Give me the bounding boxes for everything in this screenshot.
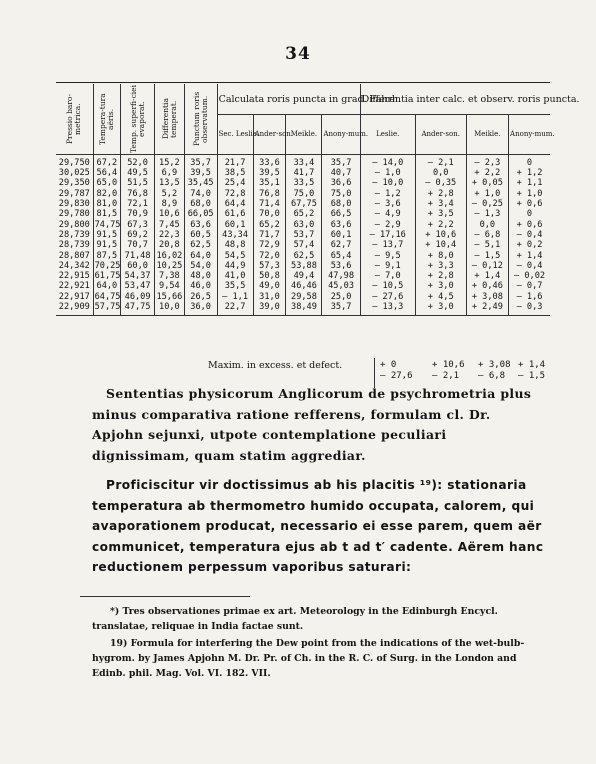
table-cell: + 4,5 bbox=[415, 292, 466, 302]
col-header: Tempera-tura aëris. bbox=[93, 84, 121, 155]
table-cell: — 7,0 bbox=[360, 271, 415, 281]
table-cell: + 10,6 bbox=[415, 230, 466, 240]
table-cell: 43,34 bbox=[217, 230, 253, 240]
table-cell: 54,0 bbox=[184, 261, 217, 271]
table-cell: 35,45 bbox=[184, 179, 217, 189]
table-cell: + 2,2 bbox=[415, 220, 466, 230]
table-cell: 24,342 bbox=[56, 261, 93, 271]
col-header: Pressio baro-metrica. bbox=[56, 84, 93, 155]
table-cell: — 0,02 bbox=[514, 271, 546, 282]
table-cell: + 1,4 bbox=[466, 271, 508, 281]
table-cell: 64,75 bbox=[94, 291, 121, 302]
table-row bbox=[56, 282, 550, 292]
table-cell: 5,2 bbox=[155, 189, 185, 199]
table-cell: — 10,5 bbox=[360, 282, 415, 292]
table-cell: 36,6 bbox=[322, 179, 360, 189]
table-cell: 0,0 bbox=[466, 220, 508, 230]
table-cell: — 0,3 bbox=[509, 302, 550, 316]
table-cell: 9,54 bbox=[155, 282, 185, 292]
table-cell: — 0,7 bbox=[516, 281, 543, 292]
table-cell: + 1,0 bbox=[466, 189, 508, 199]
table-cell: 60,1 bbox=[217, 220, 253, 230]
table-cell: 49,0 bbox=[253, 282, 286, 292]
table-cell: + 3,3 bbox=[415, 261, 466, 271]
table-cell: + 0,6 bbox=[516, 219, 543, 230]
table-cell: 51,5 bbox=[121, 179, 155, 189]
table-cell: 91,5 bbox=[93, 230, 121, 240]
table-cell: — 2,3 bbox=[466, 155, 508, 169]
table-cell: 91,5 bbox=[93, 240, 121, 250]
table-cell: + 1,4 bbox=[516, 250, 543, 261]
table-cell: 47,75 bbox=[121, 302, 155, 316]
table-cell: 48,0 bbox=[184, 271, 217, 281]
paragraph-sententias: Sententias physicorum Anglicorum de psychrometria plus minus comparativa ratione refferens, formulam cl. Dr. Apjohn sejunxi, utpote contemplatione peculiari dignissimam, quam statim aggrediar. bbox=[92, 386, 532, 463]
table-cell: 81,5 bbox=[93, 209, 121, 219]
table-cell: 60,5 bbox=[184, 230, 217, 240]
table-cell: 10,0 bbox=[155, 302, 185, 316]
group-header-calculata: Calculata roris puncta in grad. Fahrh. bbox=[217, 84, 360, 115]
table-row bbox=[56, 251, 550, 261]
table-cell: 62,5 bbox=[286, 251, 322, 261]
table-row bbox=[56, 199, 550, 209]
table-cell: 70,25 bbox=[94, 260, 121, 271]
maxim-meikle: + 3,08 — 6,8 bbox=[478, 360, 511, 382]
table-cell: 72,0 bbox=[253, 251, 286, 261]
table-cell: 0 bbox=[526, 157, 533, 168]
table-cell: 29,780 bbox=[56, 209, 93, 219]
table-cell: 60,1 bbox=[322, 230, 360, 240]
table-top-rule bbox=[56, 82, 550, 83]
table-row bbox=[56, 209, 550, 219]
table-cell: 16,02 bbox=[156, 250, 183, 261]
table-cell: 40,7 bbox=[322, 168, 360, 178]
table-cell: 35,7 bbox=[322, 302, 360, 316]
table-cell: 60,0 bbox=[121, 261, 155, 271]
table-cell: 63,6 bbox=[184, 220, 217, 230]
sub-header: Meikle. bbox=[286, 115, 322, 155]
table-cell: 39,5 bbox=[253, 168, 286, 178]
table-cell: 74,0 bbox=[184, 189, 217, 199]
table-cell: 48,8 bbox=[217, 240, 253, 250]
table-cell: — 1,2 bbox=[360, 189, 415, 199]
maxim-label: Maxim. in excess. et defect. bbox=[208, 360, 343, 371]
table-cell: 15,2 bbox=[155, 155, 185, 169]
page-number: 34 bbox=[285, 44, 311, 64]
table-cell: 35,7 bbox=[184, 155, 217, 169]
table-cell: 56,4 bbox=[93, 168, 121, 178]
table-cell: 0,0 bbox=[415, 168, 466, 178]
table-cell: + 0,05 bbox=[466, 179, 508, 189]
sub-header: Meikle. bbox=[466, 115, 508, 155]
table-cell: — 0,12 bbox=[466, 261, 508, 271]
table-cell: 22,917 bbox=[56, 292, 93, 302]
table-cell: 72,1 bbox=[121, 199, 155, 209]
table-cell: 45,03 bbox=[322, 282, 360, 292]
table-cell: 64,4 bbox=[217, 199, 253, 209]
table-cell: — 17,16 bbox=[360, 230, 415, 240]
table-cell: 69,2 bbox=[121, 230, 155, 240]
table-cell: 22,3 bbox=[155, 230, 185, 240]
table-cell: 61,6 bbox=[217, 209, 253, 219]
psychrometry-table bbox=[56, 84, 580, 316]
table-cell: — 1,5 bbox=[466, 251, 508, 261]
table-row bbox=[56, 155, 550, 169]
maxim-anonymum: + 1,4 — 1,5 bbox=[518, 360, 546, 382]
table-cell: 57,4 bbox=[286, 240, 322, 250]
table-cell: 68,0 bbox=[184, 199, 217, 209]
table-cell: — 10,0 bbox=[360, 179, 415, 189]
table-cell: 74,75 bbox=[94, 219, 121, 230]
table-cell: 38,5 bbox=[217, 168, 253, 178]
table-cell: 44,9 bbox=[217, 261, 253, 271]
table-cell: 65,0 bbox=[93, 179, 121, 189]
table-cell: 35,5 bbox=[217, 282, 253, 292]
table-cell: + 0,6 bbox=[516, 199, 543, 210]
table-cell: + 2,2 bbox=[466, 168, 508, 178]
table-cell: — 13,3 bbox=[360, 302, 415, 316]
table-cell: 64,0 bbox=[184, 251, 217, 261]
maxim-anderson: + 10,6 — 2,1 bbox=[432, 360, 465, 382]
table-cell: 41,7 bbox=[286, 168, 322, 178]
table-cell: 82,0 bbox=[93, 189, 121, 199]
table-cell: 46,46 bbox=[286, 282, 322, 292]
table-cell: 70,0 bbox=[253, 209, 286, 219]
table-cell: 28,807 bbox=[56, 251, 93, 261]
table-cell: 33,6 bbox=[253, 155, 286, 169]
table-cell: 71,4 bbox=[253, 199, 286, 209]
table-cell: + 3,0 bbox=[415, 302, 466, 316]
footnote-observationes: *) Tres observationes primae ex art. Meteorology in the Edinburgh Encycl. translatae, reliquae in India factae sunt. bbox=[92, 606, 498, 633]
table-cell: 81,0 bbox=[93, 199, 121, 209]
table-cell: 68,0 bbox=[322, 199, 360, 209]
table-cell: + 1,1 bbox=[516, 178, 543, 189]
table-cell: — 0,4 bbox=[516, 260, 543, 271]
table-cell: 6,9 bbox=[155, 168, 185, 178]
sub-header: Sec. Leslie. bbox=[217, 115, 253, 155]
table-cell: + 1,0 bbox=[516, 188, 543, 199]
sub-header: Anony-mum. bbox=[322, 115, 360, 155]
table-cell: 63,6 bbox=[322, 220, 360, 230]
table-cell: + 3,08 bbox=[466, 292, 508, 302]
table-cell: 10,25 bbox=[156, 260, 183, 271]
table-cell: 53,88 bbox=[286, 261, 322, 271]
table-cell: 22,915 bbox=[56, 271, 93, 281]
table-cell: 25,0 bbox=[322, 292, 360, 302]
table-cell: 75,0 bbox=[322, 189, 360, 199]
table-cell: 76,8 bbox=[121, 189, 155, 199]
table-cell: 71,48 bbox=[121, 251, 155, 261]
table-cell: — 9,1 bbox=[360, 261, 415, 271]
table-cell: — 1,3 bbox=[466, 209, 508, 219]
table-cell: 36,0 bbox=[184, 302, 217, 316]
footnote-apjohn: 19) Formula for interfering the Dew point from the indications of the wet-bulb-hygrom. by James Apjohn M. Dr. Pr. of Ch. in the R. C. of Surg. in the London and Edinb. phil. Mag. Vol. VI. 182. VII. bbox=[92, 638, 525, 680]
table-cell: — 2,1 bbox=[415, 155, 466, 169]
table-cell: 7,38 bbox=[155, 271, 185, 281]
table-cell: + 1,2 bbox=[516, 168, 543, 179]
table-cell: — 1,0 bbox=[360, 168, 415, 178]
table-cell: 10,6 bbox=[155, 209, 185, 219]
table-cell: 49,4 bbox=[286, 271, 322, 281]
table-cell: 25,4 bbox=[217, 179, 253, 189]
table-cell: — 6,8 bbox=[466, 230, 508, 240]
table-cell: + 3,5 bbox=[415, 209, 466, 219]
table-cell: 66,05 bbox=[184, 209, 217, 219]
table-cell: 53,7 bbox=[286, 230, 322, 240]
table-cell: 67,2 bbox=[93, 155, 121, 169]
table-cell: 62,7 bbox=[322, 240, 360, 250]
table-cell: 53,6 bbox=[322, 261, 360, 271]
table-cell: 65,4 bbox=[322, 251, 360, 261]
table-cell: 62,5 bbox=[184, 240, 217, 250]
table-cell: 15,66 bbox=[156, 291, 183, 302]
maxim-leslie: + 0 — 27,6 bbox=[380, 360, 413, 382]
table-cell: 52,0 bbox=[121, 155, 155, 169]
sub-header: Ander-son. bbox=[415, 115, 466, 155]
table-cell: — 9,5 bbox=[360, 251, 415, 261]
table-cell: — 0,35 bbox=[415, 179, 466, 189]
table-cell: 54,5 bbox=[217, 251, 253, 261]
table-row bbox=[56, 261, 550, 271]
table-cell: 22,7 bbox=[217, 302, 253, 316]
table-cell: 64,0 bbox=[93, 282, 121, 292]
table-cell: 61,75 bbox=[94, 271, 121, 282]
table-cell: 29,750 bbox=[56, 155, 93, 169]
group-header-differentia: Differentia inter calc. et observ. roris puncta. bbox=[360, 84, 550, 115]
table-cell: 29,800 bbox=[56, 220, 93, 230]
table-cell: 67,3 bbox=[121, 220, 155, 230]
table-cell: + 2,8 bbox=[415, 189, 466, 199]
table-cell: 49,5 bbox=[121, 168, 155, 178]
table-cell: 39,5 bbox=[184, 168, 217, 178]
table-cell: 41,0 bbox=[217, 271, 253, 281]
table-cell: 31,0 bbox=[253, 292, 286, 302]
table-cell: 54,37 bbox=[121, 271, 155, 281]
table-cell: 63,0 bbox=[286, 220, 322, 230]
table-cell: + 0,2 bbox=[516, 240, 543, 251]
table-cell: 22,921 bbox=[56, 282, 93, 292]
table-cell: 29,58 bbox=[286, 292, 322, 302]
table-cell: 29,787 bbox=[56, 189, 93, 199]
table-cell: — 1,1 bbox=[217, 292, 253, 302]
table-row bbox=[56, 292, 550, 302]
table-cell: 65,2 bbox=[253, 220, 286, 230]
table-cell: 35,7 bbox=[322, 155, 360, 169]
table-row bbox=[56, 302, 550, 316]
table-row bbox=[56, 189, 550, 199]
table-cell: 29,350 bbox=[56, 179, 93, 189]
table-row bbox=[56, 179, 550, 189]
table-cell: 8,9 bbox=[155, 199, 185, 209]
table-cell: 22,909 bbox=[56, 302, 93, 316]
table-cell: 28,739 bbox=[56, 240, 93, 250]
col-header: Punctum roris observatum. bbox=[184, 84, 217, 155]
table-cell: 57,75 bbox=[93, 302, 121, 316]
table-cell: 76,8 bbox=[253, 189, 286, 199]
table-cell: 7,45 bbox=[155, 220, 185, 230]
table-row bbox=[56, 220, 550, 230]
table-cell: 46,09 bbox=[121, 292, 155, 302]
table-cell: 67,75 bbox=[286, 199, 322, 209]
table-cell: 33,5 bbox=[286, 179, 322, 189]
table-cell: 66,5 bbox=[322, 209, 360, 219]
table-cell: 30,025 bbox=[56, 168, 93, 178]
table-cell: + 2,49 bbox=[466, 302, 508, 316]
table-cell: — 3,6 bbox=[360, 199, 415, 209]
table-row bbox=[56, 230, 550, 240]
table-cell: + 3,0 bbox=[415, 282, 466, 292]
sub-header: Leslie. bbox=[360, 115, 415, 155]
table-cell: — 13,7 bbox=[360, 240, 415, 250]
table-cell: 72,9 bbox=[253, 240, 286, 250]
table-cell: 29,830 bbox=[56, 199, 93, 209]
table-cell: 70,9 bbox=[121, 209, 155, 219]
table-cell: — 0,25 bbox=[466, 199, 508, 209]
table-cell: + 3,4 bbox=[415, 199, 466, 209]
table-row bbox=[56, 168, 550, 178]
col-header: Temp. superfi-ciei evaporat. bbox=[121, 84, 155, 155]
table-cell: 50,8 bbox=[253, 271, 286, 281]
table-cell: + 8,0 bbox=[415, 251, 466, 261]
table-cell: 47,98 bbox=[322, 271, 360, 281]
table-cell: 0 bbox=[526, 209, 533, 220]
table-cell: — 0,4 bbox=[516, 229, 543, 240]
footnote-rule bbox=[80, 596, 250, 597]
table-cell: 72,8 bbox=[217, 189, 253, 199]
table-cell: — 4,9 bbox=[360, 209, 415, 219]
table-cell: 87,5 bbox=[93, 251, 121, 261]
table-cell: 20,8 bbox=[155, 240, 185, 250]
sub-header: Ander-son. bbox=[253, 115, 286, 155]
table-cell: 65,2 bbox=[286, 209, 322, 219]
table-cell: 26,5 bbox=[184, 292, 217, 302]
table-cell: 13,5 bbox=[155, 179, 185, 189]
table-cell: — 1,6 bbox=[516, 291, 543, 302]
table-cell: — 14,0 bbox=[360, 155, 415, 169]
table-cell: 57,3 bbox=[253, 261, 286, 271]
sub-header: Anony-mum. bbox=[509, 115, 550, 155]
table-cell: — 2,9 bbox=[360, 220, 415, 230]
paragraph-proficiscitur: Proficiscitur vir doctissimus ab his placitis ¹⁹): stationaria temperatura ab thermometro humido occupata, calorem, qui avaporationem producat, necessario ei esse parem, quem aër communicet, temperatura ejus ab t ad t′ cadente. Aërem hanc reductionem perpessum vaporibus saturari: bbox=[92, 478, 544, 574]
table-cell: 21,7 bbox=[217, 155, 253, 169]
table-cell: 39,0 bbox=[253, 302, 286, 316]
table-cell: 28,739 bbox=[56, 230, 93, 240]
table-cell: + 10,4 bbox=[415, 240, 466, 250]
table-cell: 35,1 bbox=[253, 179, 286, 189]
table-row bbox=[56, 240, 550, 250]
table-cell: 70,7 bbox=[121, 240, 155, 250]
table-cell: 75,0 bbox=[286, 189, 322, 199]
table-cell: + 2,8 bbox=[415, 271, 466, 281]
col-header: Differentia temperat. bbox=[155, 84, 185, 155]
table-cell: 38,49 bbox=[286, 302, 322, 316]
table-cell: 71,7 bbox=[253, 230, 286, 240]
table-row bbox=[56, 271, 550, 281]
table-cell: + 0,46 bbox=[466, 282, 508, 292]
table-cell: 46,0 bbox=[184, 282, 217, 292]
table-cell: 33,4 bbox=[286, 155, 322, 169]
table-cell: 53,47 bbox=[121, 282, 155, 292]
table-body bbox=[56, 155, 550, 316]
table-cell: — 5,1 bbox=[466, 240, 508, 250]
table-cell: — 27,6 bbox=[360, 292, 415, 302]
